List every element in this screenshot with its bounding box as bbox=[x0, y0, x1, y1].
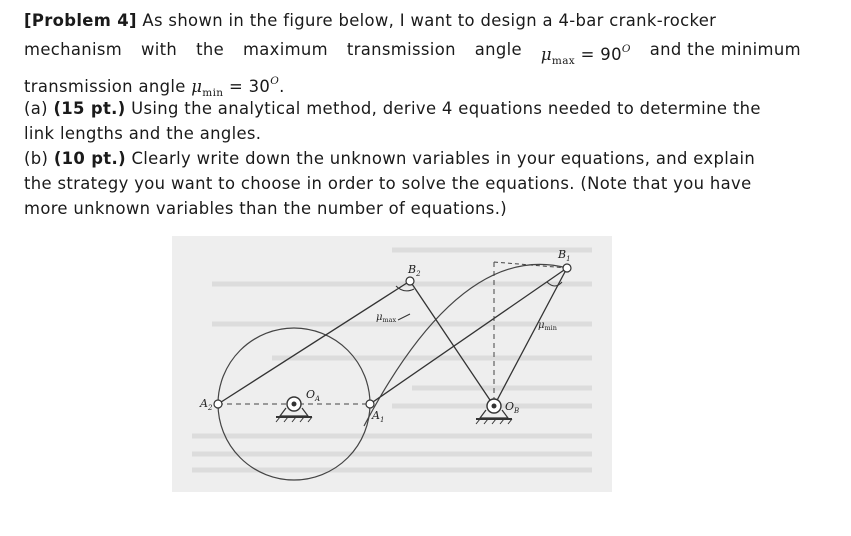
part-b-text-1: Clearly write down the unknown variables in your equations, and explain bbox=[131, 149, 756, 168]
part-a-line-1 bbox=[24, 96, 824, 121]
intro-word: the bbox=[196, 40, 225, 59]
joint-B1 bbox=[563, 264, 571, 272]
rocker-link-B1 bbox=[494, 268, 567, 406]
part-b-line-3 bbox=[24, 196, 824, 221]
label-mu-max: $\mu_{max}$ bbox=[376, 312, 397, 324]
part-b-line-2 bbox=[24, 171, 824, 196]
period: . bbox=[279, 77, 285, 96]
mu-min-subscript: min bbox=[202, 87, 224, 99]
part-b-points: (10 pt.) bbox=[53, 149, 126, 168]
and-the-minimum: and the minimum bbox=[649, 40, 801, 59]
mu-max-value: = 90 bbox=[580, 45, 622, 64]
linkages bbox=[218, 268, 567, 406]
part-a-text-1: Using the analytical method, derive 4 equations needed to determine the bbox=[131, 99, 761, 118]
label-mu-min: $\mu_{min}$ bbox=[538, 320, 557, 332]
line-1 bbox=[24, 6, 824, 35]
mu-max-arc bbox=[396, 286, 414, 291]
intro-word: angle bbox=[474, 40, 522, 59]
label-A1: $A_1$ bbox=[372, 409, 385, 424]
part-a-line-2 bbox=[24, 121, 824, 146]
mu-max-pointer bbox=[398, 314, 410, 320]
intro-text-3: transmission angle bbox=[24, 77, 186, 96]
part-b-line-1 bbox=[24, 146, 824, 171]
mu-max-expression bbox=[540, 35, 631, 67]
intro-word: mechanism bbox=[24, 40, 123, 59]
joint-B2 bbox=[406, 277, 414, 285]
part-b-label: (b) bbox=[24, 149, 49, 168]
label-OB: $O_B$ bbox=[505, 400, 520, 415]
intro-text-1: As shown in the figure below, I want to design a 4-bar crank-rocker bbox=[142, 11, 717, 30]
mu-max-subscript: max bbox=[551, 55, 576, 67]
problem-tag: [Problem 4] bbox=[24, 11, 137, 30]
figure-labels bbox=[199, 248, 571, 424]
part-b-text-2: the strategy you want to choose in order to solve the equations. (Note that you have bbox=[24, 174, 752, 193]
label-A2: $A_2$ bbox=[200, 397, 213, 412]
mu-symbol: μ bbox=[540, 45, 552, 64]
label-OA: $O_A$ bbox=[306, 388, 321, 403]
intro-word: transmission bbox=[346, 40, 456, 59]
part-b-text-3: more unknown variables than the number of equations.) bbox=[24, 199, 507, 218]
degree-superscript: O bbox=[270, 75, 280, 87]
part-a-points: (15 pt.) bbox=[53, 99, 126, 118]
coupler-link-A2-B2 bbox=[218, 281, 410, 404]
line-2 bbox=[24, 35, 801, 67]
top-dashed-line bbox=[494, 262, 567, 268]
intro-word: maximum bbox=[242, 40, 328, 59]
joint-A2 bbox=[214, 400, 222, 408]
mechanism-figure bbox=[172, 236, 612, 492]
line-3 bbox=[24, 64, 824, 99]
joint-A1 bbox=[366, 400, 374, 408]
mechanism-diagram bbox=[172, 236, 612, 492]
degree-superscript: O bbox=[621, 43, 631, 55]
part-a-text-2: link lengths and the angles. bbox=[24, 124, 262, 143]
faded-background-text bbox=[192, 250, 592, 470]
intro-word: with bbox=[141, 40, 178, 59]
label-B2: $B_2$ bbox=[408, 263, 421, 278]
problem-text bbox=[24, 6, 824, 221]
part-a-label: (a) bbox=[24, 99, 48, 118]
mu-symbol: μ bbox=[191, 77, 203, 96]
label-B1: $B_1$ bbox=[558, 248, 571, 263]
mu-min-value: = 30 bbox=[228, 77, 271, 96]
